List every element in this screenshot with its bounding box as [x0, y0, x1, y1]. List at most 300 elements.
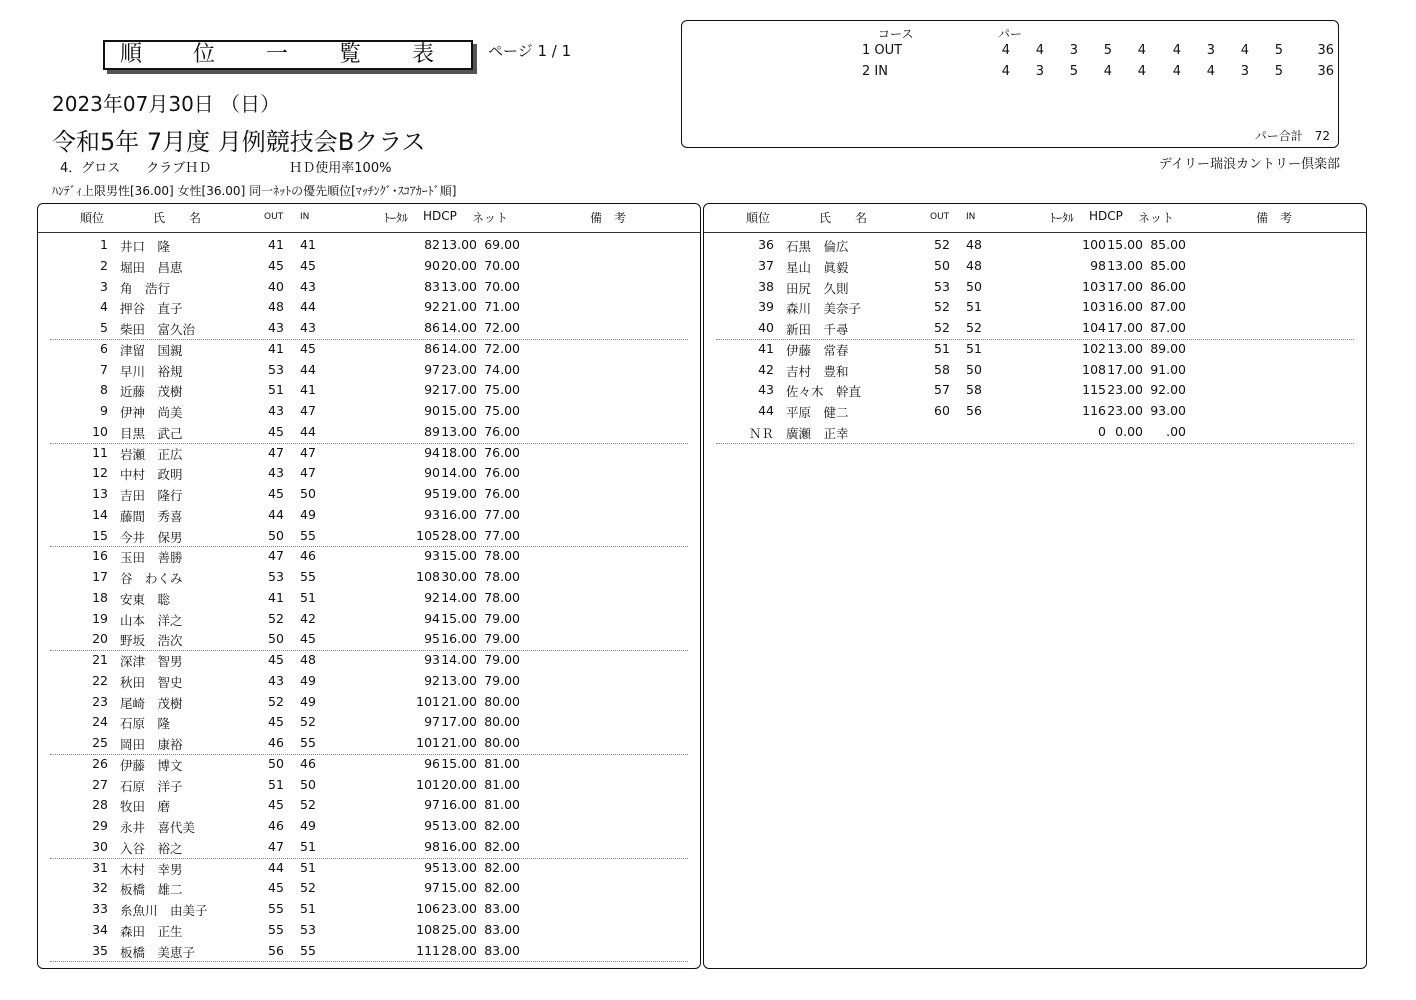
name-cell: 押谷 直子	[120, 301, 183, 317]
column-net: ネット	[472, 211, 509, 225]
in-cell: 50	[966, 361, 982, 377]
in-cell: 52	[300, 880, 316, 896]
column-rank: 順位	[746, 211, 771, 225]
column-net: ネット	[1138, 211, 1175, 225]
course-par-box	[681, 20, 1339, 148]
total-cell: 98	[1090, 257, 1106, 273]
table-row	[38, 943, 688, 964]
net-cell: 75.00	[484, 403, 520, 418]
hdcp-cell: 16.00	[441, 797, 477, 813]
net-cell: 78.00	[484, 548, 520, 564]
rank-cell: 4	[100, 299, 108, 315]
out-cell: 41	[268, 237, 284, 252]
total-cell: 111	[416, 942, 440, 958]
in-cell: 46	[300, 755, 316, 771]
total-cell: 108	[416, 921, 440, 937]
club-name: デイリー瑞浪カントリー倶楽部	[1158, 157, 1340, 172]
hdcp-cell: 23.00	[441, 361, 477, 377]
rank-cell: 11	[92, 444, 108, 460]
out-cell: 43	[268, 465, 284, 481]
event-date: 2023年07月30日 （日）	[52, 92, 281, 116]
net-cell: 79.00	[484, 652, 520, 667]
net-cell: 74.00	[484, 361, 520, 377]
name-cell: 田尻 久則	[786, 280, 849, 296]
out-cell: 46	[268, 818, 284, 833]
table-row	[38, 611, 688, 632]
out-cell: 50	[268, 631, 284, 647]
total-cell: 96	[424, 755, 440, 771]
name-cell: 中村 政明	[120, 467, 183, 483]
in-cell: 51	[300, 589, 316, 605]
rank-cell: 36	[758, 237, 774, 252]
rank-cell: 12	[92, 465, 108, 481]
name-cell: 岡田 康裕	[120, 737, 183, 752]
table-row	[38, 880, 688, 901]
out-cell: 58	[934, 361, 950, 377]
net-cell: 79.00	[484, 610, 520, 626]
rank-cell: 6	[100, 340, 108, 356]
table-row	[38, 403, 688, 424]
hdcp-cell: 17.00	[1107, 320, 1143, 335]
name-cell: 牧田 磨	[120, 799, 171, 815]
rank-cell: 43	[758, 382, 774, 398]
rank-cell: 16	[92, 548, 108, 564]
table-row	[704, 299, 1354, 320]
net-cell: 77.00	[484, 527, 520, 543]
name-cell: 今井 保男	[120, 529, 183, 545]
hole-par: 4	[1137, 64, 1146, 79]
hdcp-cell: 13.00	[441, 278, 477, 294]
out-cell: 47	[268, 838, 284, 854]
table-row	[38, 569, 688, 590]
net-cell: 83.00	[484, 942, 520, 958]
hdcp-cell: 16.00	[1107, 299, 1143, 315]
table-row	[38, 299, 688, 320]
net-cell: 70.00	[484, 257, 520, 273]
name-cell: 糸魚川 由美子	[120, 903, 208, 918]
column-total: ﾄｰﾀﾙ	[384, 211, 409, 225]
hdcp-cell: 17.00	[441, 382, 477, 398]
total-cell: 103	[1082, 299, 1106, 315]
total-cell: 97	[424, 880, 440, 896]
name-cell: 石原 隆	[120, 716, 171, 732]
name-cell: 谷 わくみ	[120, 571, 183, 586]
table-row	[38, 320, 688, 341]
in-cell: 45	[300, 631, 316, 647]
table-row	[38, 382, 688, 403]
name-cell: 石黒 倫広	[786, 239, 849, 254]
net-cell: 76.00	[484, 423, 520, 439]
table-row	[704, 279, 1354, 300]
total-cell: 95	[424, 486, 440, 501]
rank-cell: 39	[758, 299, 774, 315]
hdcp-cell: 15.00	[1107, 237, 1143, 252]
out-cell: 46	[268, 735, 284, 750]
rank-cell: 31	[92, 859, 108, 875]
hdcp-cell: 15.00	[441, 403, 477, 418]
in-cell: 55	[300, 569, 316, 584]
out-cell: 55	[268, 921, 284, 937]
out-cell: 45	[268, 880, 284, 896]
total-cell: 101	[416, 735, 440, 750]
out-cell: 45	[268, 797, 284, 813]
hdcp-cell: 13.00	[1107, 257, 1143, 273]
in-cell: 47	[300, 444, 316, 460]
rank-cell: 33	[92, 901, 108, 916]
in-cell: 43	[300, 320, 316, 335]
table-row	[38, 673, 688, 694]
name-cell: 入谷 裕之	[120, 840, 183, 856]
in-cell: 45	[300, 257, 316, 273]
in-cell: 56	[966, 403, 982, 418]
name-cell: 安東 聡	[120, 591, 171, 607]
course-row	[682, 43, 1338, 61]
net-cell: 82.00	[484, 838, 520, 854]
in-cell: 52	[300, 797, 316, 813]
out-cell: 51	[268, 776, 284, 792]
name-cell: 森川 美奈子	[786, 301, 862, 317]
column-in: IN	[300, 212, 310, 222]
in-cell: 51	[300, 838, 316, 854]
name-cell: 野坂 浩次	[120, 633, 183, 649]
rank-cell: 30	[92, 838, 108, 854]
out-cell: 52	[934, 320, 950, 335]
column-out: OUT	[264, 212, 284, 222]
out-cell: 55	[268, 901, 284, 916]
net-cell: 72.00	[484, 320, 520, 335]
table-row	[38, 631, 688, 652]
table-row	[38, 901, 688, 922]
name-cell: 津留 国親	[120, 342, 183, 358]
out-cell: 57	[934, 382, 950, 398]
name-cell: 板橋 美恵子	[120, 944, 196, 960]
hole-par: 4	[1172, 43, 1181, 58]
column-hdcp: HDCP	[1089, 209, 1123, 223]
net-cell: 69.00	[484, 237, 520, 252]
total-cell: 97	[424, 797, 440, 813]
column-hdcp: HDCP	[423, 209, 457, 223]
name-cell: 廣瀬 正幸	[786, 425, 849, 441]
column-name: 氏 名	[819, 211, 868, 225]
out-cell: 50	[268, 527, 284, 543]
rank-cell: 9	[100, 403, 108, 418]
net-cell: 82.00	[484, 859, 520, 875]
name-cell: 佐々木 幹直	[786, 384, 862, 400]
total-cell: 94	[424, 444, 440, 460]
out-cell: 43	[268, 320, 284, 335]
total-cell: 106	[416, 901, 440, 916]
total-cell: 93	[424, 506, 440, 522]
hdcp-cell: 0.00	[1115, 423, 1143, 439]
table-row	[38, 652, 688, 673]
net-cell: 85.00	[1150, 257, 1186, 273]
hdcp-cell: 23.00	[1107, 382, 1143, 398]
net-cell: 81.00	[484, 755, 520, 771]
net-cell: 78.00	[484, 569, 520, 584]
rank-cell: 15	[92, 527, 108, 543]
name-cell: 森田 正生	[120, 923, 183, 939]
rank-cell: 24	[92, 714, 108, 730]
total-cell: 100	[1082, 237, 1106, 252]
out-cell: 45	[268, 257, 284, 273]
net-cell: 83.00	[484, 921, 520, 937]
total-cell: 86	[424, 340, 440, 356]
out-cell: 52	[268, 693, 284, 709]
hdcp-cell: 15.00	[441, 548, 477, 564]
hdcp-cell: 13.00	[1107, 340, 1143, 356]
in-cell: 49	[300, 506, 316, 522]
rank-cell: 38	[758, 278, 774, 294]
total-cell: 108	[416, 569, 440, 584]
in-cell: 45	[300, 340, 316, 356]
hole-par: 4	[1137, 43, 1146, 58]
out-cell: 53	[934, 278, 950, 294]
hdcp-cell: 18.00	[441, 444, 477, 460]
total-cell: 101	[416, 693, 440, 709]
name-cell: 柴田 富久治	[120, 322, 196, 337]
in-cell: 55	[300, 735, 316, 750]
in-cell: 51	[966, 299, 982, 315]
net-cell: 80.00	[484, 693, 520, 709]
hole-par: 5	[1274, 64, 1283, 79]
hdcp-cell: 19.00	[441, 486, 477, 501]
out-cell: 53	[268, 361, 284, 377]
name-cell: 角 浩行	[120, 280, 171, 296]
column-total: ﾄｰﾀﾙ	[1050, 211, 1075, 225]
total-cell: 101	[416, 776, 440, 792]
in-cell: 43	[300, 278, 316, 294]
hdcp-cell: 13.00	[441, 818, 477, 833]
table-row	[38, 548, 688, 569]
rank-cell: 3	[100, 278, 108, 294]
rank-cell: 27	[92, 776, 108, 792]
rank-cell: 8	[100, 382, 108, 398]
hdcp-cell: 16.00	[441, 631, 477, 647]
hole-par: 3	[1240, 64, 1249, 79]
hdcp-cell: 28.00	[441, 527, 477, 543]
total-cell: 97	[424, 361, 440, 377]
hole-par: 5	[1274, 43, 1283, 58]
event-name: 令和5年 7月度 月例競技会Bクラス	[52, 128, 426, 156]
name-cell: 秋田 智史	[120, 674, 183, 690]
out-cell: 50	[934, 257, 950, 273]
total-cell: 103	[1082, 278, 1106, 294]
total-cell: 97	[424, 714, 440, 730]
name-cell: 目黒 武己	[120, 425, 183, 441]
net-cell: 87.00	[1150, 299, 1186, 315]
course-header: コース	[878, 27, 914, 41]
course-total: 36	[1317, 43, 1334, 58]
table-row	[38, 237, 688, 258]
out-cell: 52	[268, 610, 284, 626]
table-row	[704, 320, 1354, 341]
hole-par: 4	[1103, 64, 1112, 79]
name-cell: 深津 智男	[120, 654, 183, 669]
out-cell: 47	[268, 548, 284, 564]
hole-par: 5	[1069, 64, 1078, 79]
net-cell: 82.00	[484, 880, 520, 896]
hdcp-cell: 13.00	[441, 423, 477, 439]
net-cell: 80.00	[484, 735, 520, 750]
hole-par: 3	[1206, 43, 1215, 58]
net-cell: 92.00	[1150, 382, 1186, 398]
hdcp-cell: 28.00	[441, 942, 477, 958]
table-row	[38, 797, 688, 818]
total-cell: 93	[424, 548, 440, 564]
rank-cell: 10	[92, 423, 108, 439]
out-cell: 45	[268, 714, 284, 730]
out-cell: 53	[268, 569, 284, 584]
net-cell: 79.00	[484, 672, 520, 688]
in-cell: 50	[300, 486, 316, 501]
table-row	[38, 486, 688, 507]
name-cell: 平原 健二	[786, 405, 849, 420]
hdcp-cell: 15.00	[441, 610, 477, 626]
net-cell: 91.00	[1150, 361, 1186, 377]
in-cell: 52	[300, 714, 316, 730]
page-indicator: ページ 1 / 1	[488, 42, 572, 60]
in-cell: 49	[300, 818, 316, 833]
course-row	[682, 64, 1338, 82]
name-cell: 吉田 隆行	[120, 488, 183, 503]
table-row	[38, 445, 688, 466]
column-name: 氏 名	[153, 211, 202, 225]
hdcp-cell: 17.00	[1107, 278, 1143, 294]
name-cell: 永井 喜代美	[120, 820, 196, 835]
name-cell: 木村 幸男	[120, 861, 183, 877]
total-cell: 116	[1082, 403, 1106, 418]
hole-par: 4	[1172, 64, 1181, 79]
net-cell: .00	[1166, 423, 1186, 439]
in-cell: 48	[300, 652, 316, 667]
table-row	[704, 403, 1354, 424]
hdcp-cell: 17.00	[1107, 361, 1143, 377]
name-cell: 井口 隆	[120, 239, 171, 254]
out-cell: 43	[268, 403, 284, 418]
name-cell: 伊藤 常春	[786, 342, 849, 358]
course-label: 1 OUT	[862, 43, 903, 58]
page-title: 順 位 一 覧 表	[103, 40, 473, 70]
net-cell: 87.00	[1150, 320, 1186, 335]
name-cell: 玉田 善勝	[120, 550, 183, 566]
hdcp-cell: 21.00	[441, 693, 477, 709]
name-cell: 尾崎 茂樹	[120, 695, 183, 711]
total-cell: 90	[424, 465, 440, 481]
hole-par: 4	[1001, 43, 1010, 58]
net-cell: 89.00	[1150, 340, 1186, 356]
handicap-note: ﾊﾝﾃﾞｨ上限男性[36.00] 女性[36.00] 同一ﾈｯﾄの優先順位[ﾏｯﾁﾝｸﾞ･ｽｺｱｶｰﾄﾞ順]	[52, 184, 457, 198]
table-row	[38, 714, 688, 735]
out-cell: 52	[934, 237, 950, 252]
table-row	[704, 424, 1354, 445]
rank-cell: 1	[100, 237, 108, 252]
net-cell: 85.00	[1150, 237, 1186, 252]
out-cell: 45	[268, 486, 284, 501]
in-cell: 58	[966, 382, 982, 398]
out-cell: 60	[934, 403, 950, 418]
hole-par: 4	[1001, 64, 1010, 79]
rank-cell: 14	[92, 506, 108, 522]
net-cell: 86.00	[1150, 278, 1186, 294]
table-row	[38, 258, 688, 279]
table-row	[704, 258, 1354, 279]
hole-par: 3	[1035, 64, 1044, 79]
table-row	[38, 756, 688, 777]
net-cell: 70.00	[484, 278, 520, 294]
net-cell: 93.00	[1150, 403, 1186, 418]
net-cell: 71.00	[484, 299, 520, 315]
rank-cell: ＮＲ	[748, 425, 774, 441]
hdcp-cell: 13.00	[441, 672, 477, 688]
total-cell: 90	[424, 403, 440, 418]
hdcp-cell: 23.00	[1107, 403, 1143, 418]
hdcp-cell: 14.00	[441, 589, 477, 605]
in-cell: 51	[966, 340, 982, 356]
rank-cell: 32	[92, 880, 108, 896]
out-cell: 44	[268, 859, 284, 875]
table-row	[38, 839, 688, 860]
in-cell: 44	[300, 299, 316, 315]
rank-cell: 35	[92, 942, 108, 958]
rank-cell: 41	[758, 340, 774, 356]
column-remarks: 備 考	[1256, 211, 1293, 225]
hdcp-cell: 13.00	[441, 859, 477, 875]
rank-cell: 2	[100, 257, 108, 273]
hdcp-cell: 21.00	[441, 735, 477, 750]
net-cell: 72.00	[484, 340, 520, 356]
total-cell: 104	[1082, 320, 1106, 335]
net-cell: 78.00	[484, 589, 520, 605]
total-cell: 0	[1098, 423, 1106, 439]
hdcp-cell: 20.00	[441, 776, 477, 792]
rank-cell: 17	[92, 569, 108, 584]
hdcp-cell: 25.00	[441, 921, 477, 937]
name-cell: 板橋 雄二	[120, 882, 183, 898]
hdcp-cell: 23.00	[441, 901, 477, 916]
in-cell: 52	[966, 320, 982, 335]
rank-cell: 29	[92, 818, 108, 833]
total-cell: 93	[424, 652, 440, 667]
table-row	[38, 735, 688, 756]
net-cell: 76.00	[484, 486, 520, 501]
out-cell: 45	[268, 652, 284, 667]
hdcp-cell: 21.00	[441, 299, 477, 315]
column-rank: 順位	[80, 211, 105, 225]
hdcp-cell: 14.00	[441, 652, 477, 667]
total-cell: 95	[424, 859, 440, 875]
hdcp-cell: 20.00	[441, 257, 477, 273]
course-label: 2 IN	[862, 64, 888, 79]
out-cell: 41	[268, 340, 284, 356]
net-cell: 77.00	[484, 506, 520, 522]
total-cell: 102	[1082, 340, 1106, 356]
table-row	[38, 590, 688, 611]
out-cell: 48	[268, 299, 284, 315]
par-header: パー	[998, 27, 1023, 41]
table-row	[38, 694, 688, 715]
net-cell: 80.00	[484, 714, 520, 730]
name-cell: 堀田 昌恵	[120, 259, 183, 275]
hole-par: 5	[1103, 43, 1112, 58]
net-cell: 81.00	[484, 776, 520, 792]
rank-cell: 37	[758, 257, 774, 273]
par-total: パー合計 72	[1254, 129, 1330, 143]
in-cell: 48	[966, 257, 982, 273]
total-cell: 98	[424, 838, 440, 854]
table-row	[38, 465, 688, 486]
rank-cell: 34	[92, 921, 108, 937]
rank-cell: 5	[100, 320, 108, 335]
